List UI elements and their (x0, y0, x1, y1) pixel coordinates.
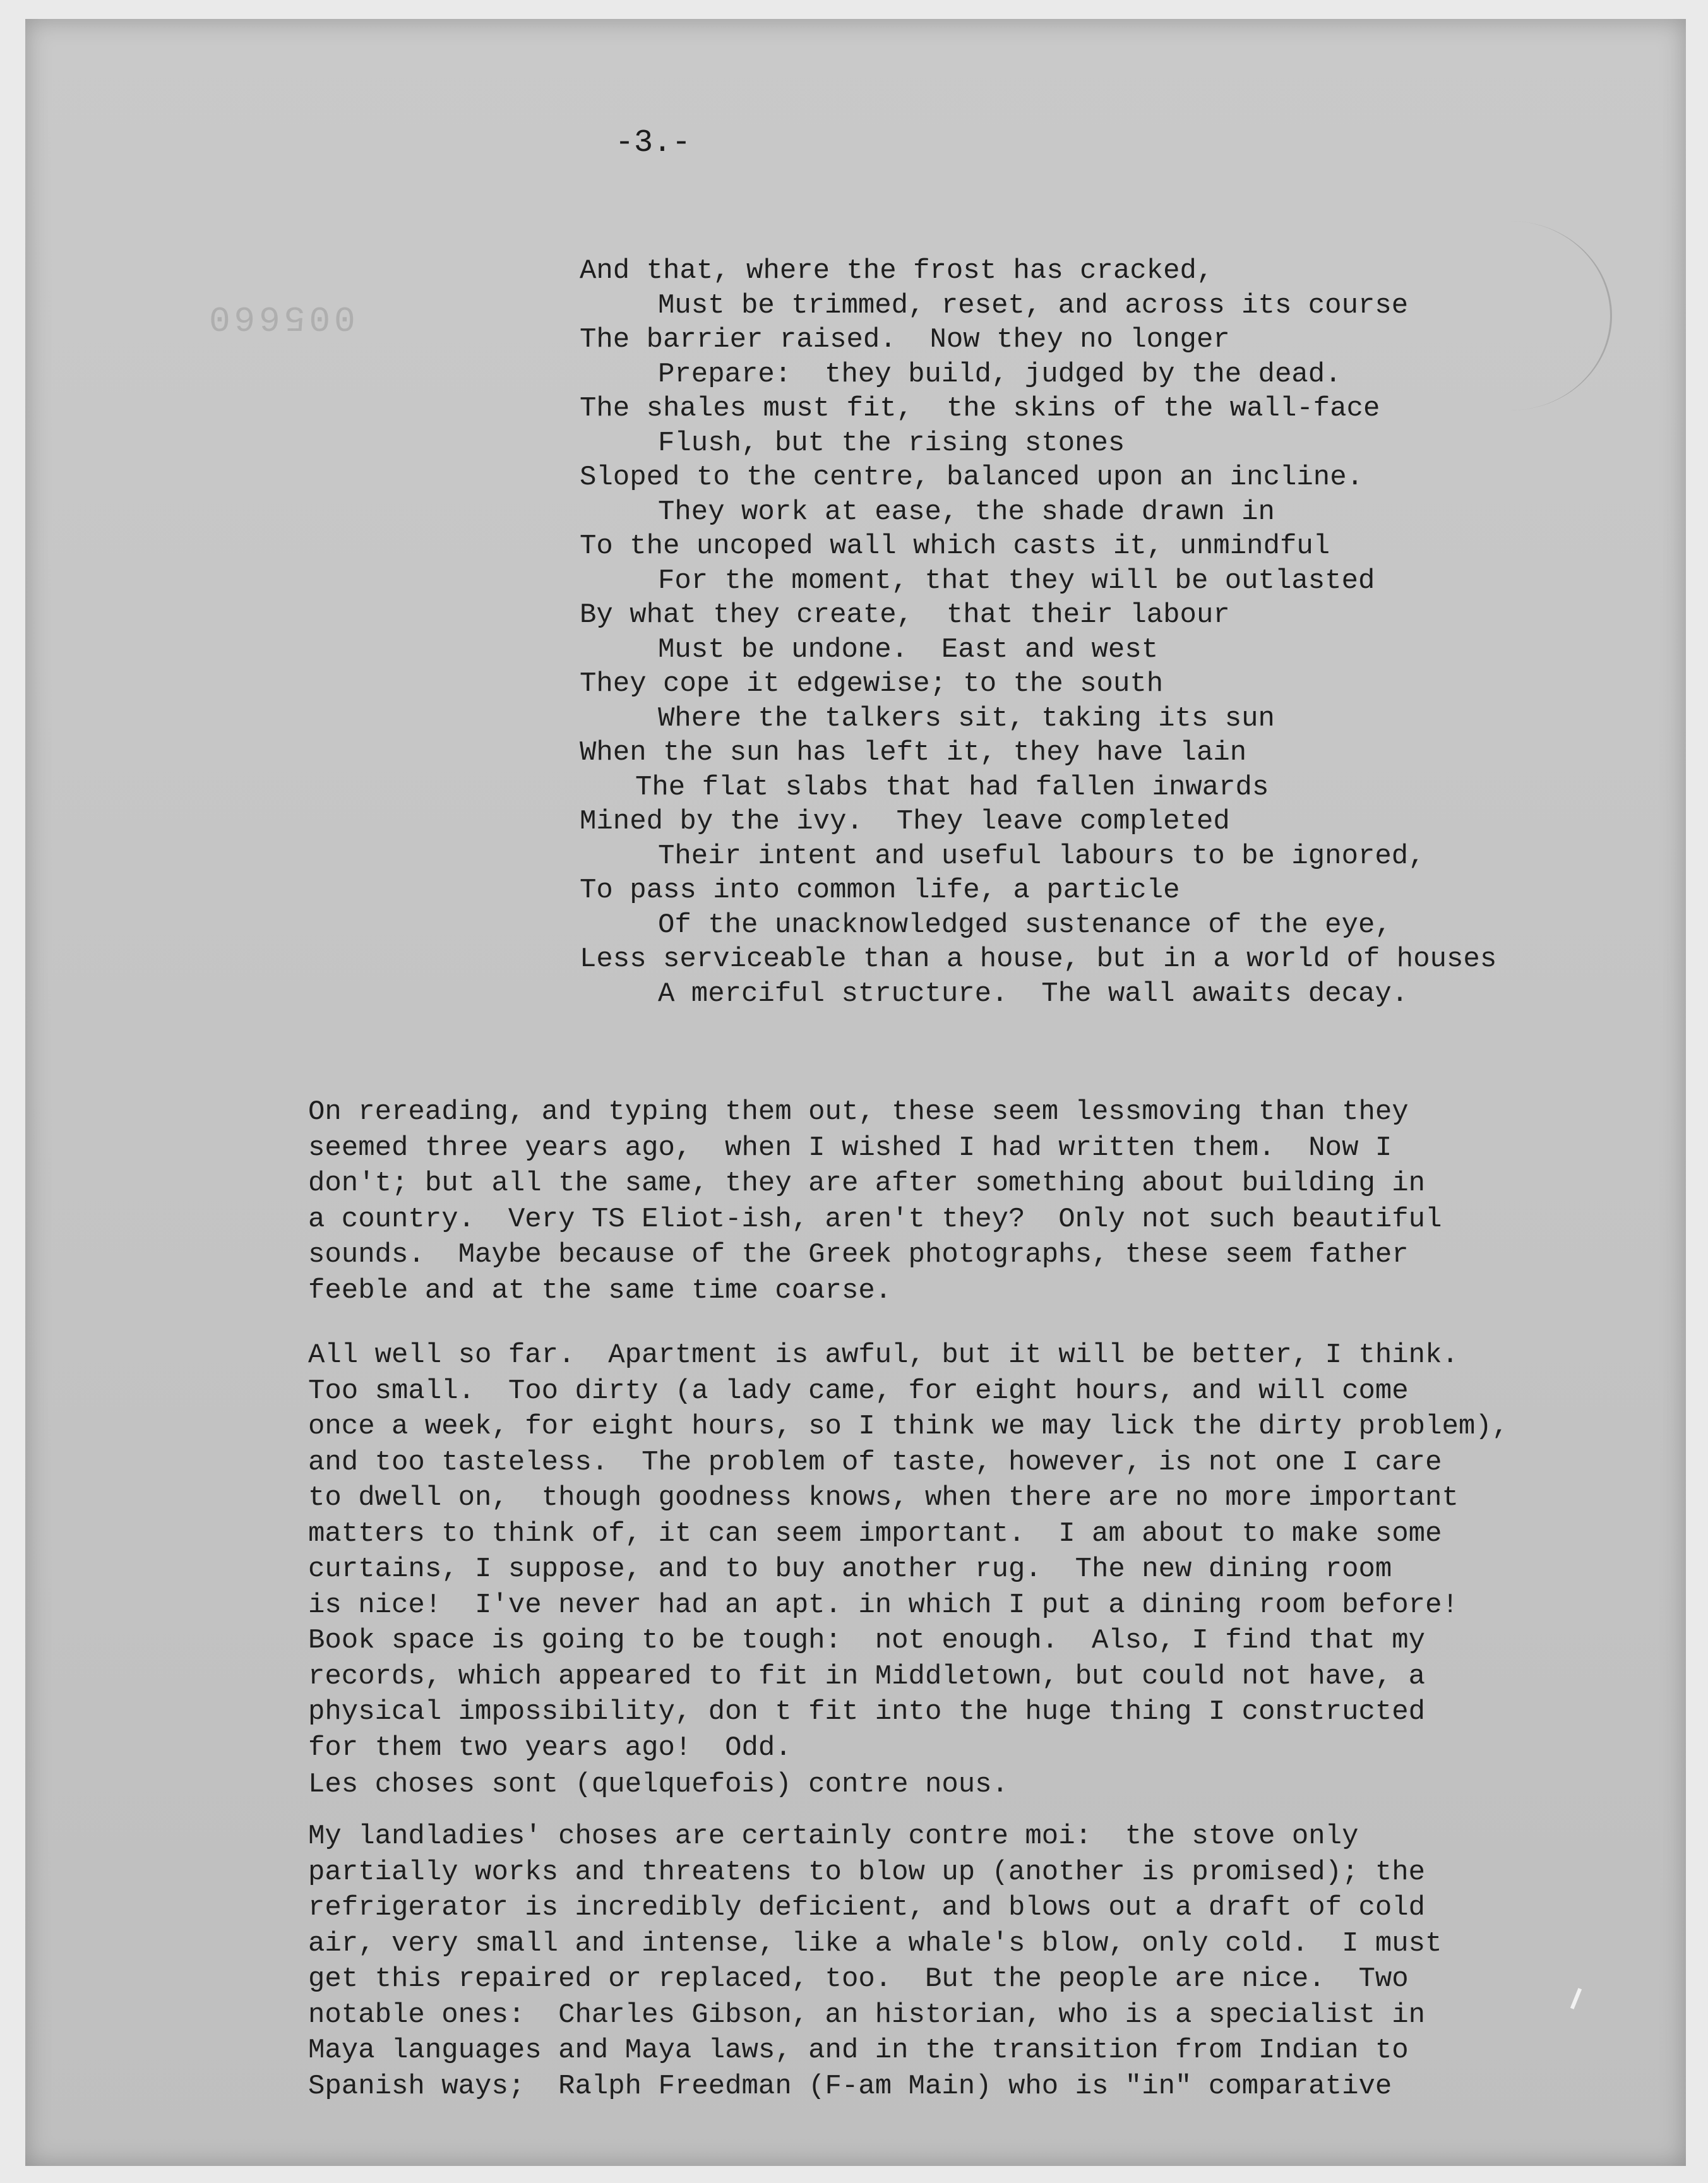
paragraph-rereading: On rereading, and typing them out, these seem lessmoving than they seemed three years ago, when I wished I had written them. Now I don't; but all the same, they are after something about building in a country. Very TS Eliot-ish, aren't they? Only not such beautiful sounds. Maybe because of the Greek photographs, these seem father feeble and at the same time coarse. (308, 1096, 1442, 1307)
poem-line: To the uncoped wall which casts it, unmindful (580, 530, 1330, 562)
poem-line: By what they create, that their labour (580, 599, 1230, 631)
poem-line: And that, where the frost has cracked, (580, 255, 1214, 287)
poem-line: They work at ease, the shade drawn in (658, 496, 1275, 528)
poem-line: Their intent and useful labours to be ignored, (658, 840, 1425, 872)
poem-block (580, 254, 1496, 1011)
poem-line: Of the unacknowledged sustenance of the eye, (658, 909, 1392, 941)
poem-line: Must be undone. East and west (658, 633, 1159, 666)
poem-line: The shales must fit, the skins of the wall-face (580, 393, 1380, 424)
margin-tick-mark (1570, 1988, 1582, 2009)
poem-line: Less serviceable than a house, but in a world of houses (580, 943, 1497, 975)
poem-line: For the moment, that they will be outlasted (658, 565, 1375, 597)
poem-line: A merciful structure. The wall awaits decay. (658, 978, 1409, 1010)
page-number: -3.- (615, 125, 691, 161)
poem-line: Prepare: they build, judged by the dead. (658, 358, 1342, 390)
poem-line: Mined by the ivy. They leave completed (580, 806, 1230, 837)
poem-line: When the sun has left it, they have lain (580, 737, 1247, 769)
poem-line: Flush, but the rising stones (658, 427, 1125, 459)
paragraph-landladies: My landladies' choses are certainly contre moi: the stove only partially works and threatens to blow up (another is promised); the refrigerator is incredibly deficient, and blows out a draft of cold air, very small and intense, like a whale's blow, only cold. I must get this repaired or replaced, too. But the people are nice. Two notable ones: Charles Gibson, an historian, who is a specialist in Maya languages and Maya laws, and in the transition from Indian to Spanish ways; Ralph Freedman (F-am Main) who is "in" comparative (308, 1821, 1442, 2102)
poem-line: To pass into common life, a particle (580, 875, 1180, 906)
poem-line: The flat slabs that had fallen inwards (635, 771, 1269, 803)
paragraph-les-choses: Les choses sont (quelquefois) contre nous. (308, 1769, 1008, 1800)
poem-line: The barrier raised. Now they no longer (580, 324, 1230, 356)
poem-line: Must be trimmed, reset, and across its course (658, 289, 1409, 321)
poem-line: Sloped to the centre, balanced upon an incline. (580, 462, 1364, 493)
poem-line: Where the talkers sit, taking its sun (658, 702, 1275, 734)
typed-page (25, 19, 1686, 2166)
paragraph-apartment: All well so far. Apartment is awful, but it will be better, I think. Too small. Too dirty (a lady came, for eight hours, and will come once a week, for eight hours, so I think we may lick the dirty problem), and too tasteless. The problem of taste, however, is not one I care to dwell on, though goodness knows, when there are no more important matters to think of, it can seem important. I am about to make some curtains, I suppose, and to buy another rug. The new dining room is nice! I've never had an apt. in which I put a dining room before! Book space is going to be tough: not enough. Also, I find that my records, which appeared to fit in Middletown, but could not have, a physical impossibility, don t fit into the huge thing I constructed for them two years ago! Odd. (308, 1339, 1509, 1764)
poem-line: They cope it edgewise; to the south (580, 668, 1164, 700)
bleed-through-stamp: 005660 (205, 297, 355, 337)
